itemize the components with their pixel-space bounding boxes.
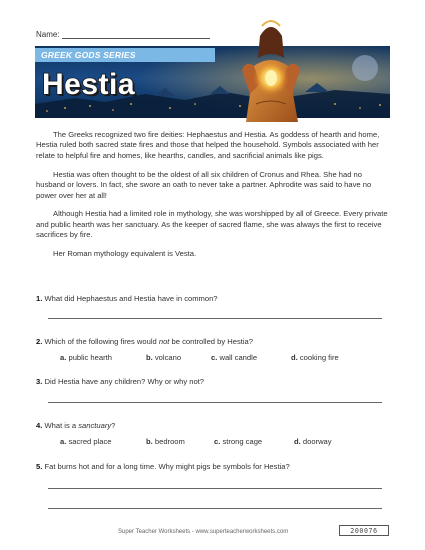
option-letter: c. <box>211 353 218 362</box>
answer-line[interactable] <box>48 318 382 319</box>
question-text: be controlled by Hestia? <box>169 337 254 346</box>
question-2 <box>36 337 390 346</box>
question-emphasis: sanctuary <box>78 421 112 430</box>
hestia-illustration <box>226 14 316 126</box>
question-number: 1. <box>36 294 43 303</box>
question-1 <box>36 294 390 303</box>
option-letter: a. <box>60 437 67 446</box>
question-text: Which of the following fires would <box>44 337 159 346</box>
option-text: cooking fire <box>299 353 339 362</box>
question-text: What is a <box>44 421 79 430</box>
option-letter: d. <box>294 437 301 446</box>
option-text: public hearth <box>68 353 112 362</box>
question-number: 5. <box>36 462 43 471</box>
option-c[interactable] <box>211 353 291 362</box>
footer-credit: Super Teacher Worksheets - www.superteacherworksheets.com <box>118 529 289 535</box>
option-a[interactable] <box>60 437 146 446</box>
option-letter: b. <box>146 437 153 446</box>
title-banner <box>35 46 390 118</box>
question-emphasis: not <box>158 337 170 346</box>
name-field[interactable] <box>62 31 210 39</box>
option-text: sacred place <box>68 437 112 446</box>
question-5 <box>36 462 390 471</box>
answer-line[interactable] <box>48 488 382 489</box>
series-label: GREEK GODS SERIES <box>41 50 136 60</box>
option-b[interactable] <box>146 437 214 446</box>
question-text: ? <box>111 421 116 430</box>
article-paragraph: The Greeks recognized two fire deities: Hephaestus and Hestia. As goddess of hearth and home, Hestia ruled both sacred state fires and those that helped the household. Symbols associated with her relate to helpful fire and homes, like hearths, candles, and sacrificial animals like pigs. <box>36 130 380 160</box>
answer-line[interactable] <box>48 402 382 403</box>
question-number: 2. <box>36 337 43 346</box>
option-text: strong cage <box>222 437 263 446</box>
option-d[interactable] <box>291 353 339 362</box>
question-4 <box>36 421 390 430</box>
options-q4 <box>60 437 390 446</box>
article-paragraph: Hestia was often thought to be the oldest of all six children of Cronus and Rhea. She had no husband or lovers. In fact, she swore an oath to never take a partner. Aphrodite was said to have no power over her at all! <box>36 169 372 200</box>
name-label: Name: <box>36 30 60 39</box>
option-a[interactable] <box>60 353 146 362</box>
option-c[interactable] <box>214 437 294 446</box>
answer-line[interactable] <box>48 508 382 509</box>
question-number: 3. <box>36 377 43 386</box>
option-letter: b. <box>146 353 153 362</box>
article-text <box>36 130 390 268</box>
option-text: wall candle <box>219 353 258 362</box>
question-text: What did Hephaestus and Hestia have in common? <box>44 294 218 303</box>
article-paragraph: Although Hestia had a limited role in mythology, she was worshipped by all of Greece. Every private and public hearth was her sanctuary. As the keeper of sacred flame, she was always the first to receive sacrifices by fire. <box>36 209 388 240</box>
option-text: doorway <box>302 437 332 446</box>
question-3 <box>36 377 390 386</box>
article-paragraph: Her Roman mythology equivalent is Vesta. <box>53 249 197 259</box>
option-letter: c. <box>214 437 221 446</box>
option-text: bedroom <box>154 437 185 446</box>
options-q2 <box>60 353 390 362</box>
option-letter: a. <box>60 353 67 362</box>
name-row <box>36 30 210 39</box>
question-number: 4. <box>36 421 43 430</box>
worksheet-code: 200076 <box>339 525 389 536</box>
question-text: Did Hestia have any children? Why or why not? <box>44 377 205 386</box>
option-d[interactable] <box>294 437 332 446</box>
option-text: volcano <box>154 353 182 362</box>
option-b[interactable] <box>146 353 211 362</box>
option-letter: d. <box>291 353 298 362</box>
question-text: Fat burns hot and for a long time. Why might pigs be symbols for Hestia? <box>44 462 290 471</box>
page-title: Hestia <box>42 68 136 101</box>
